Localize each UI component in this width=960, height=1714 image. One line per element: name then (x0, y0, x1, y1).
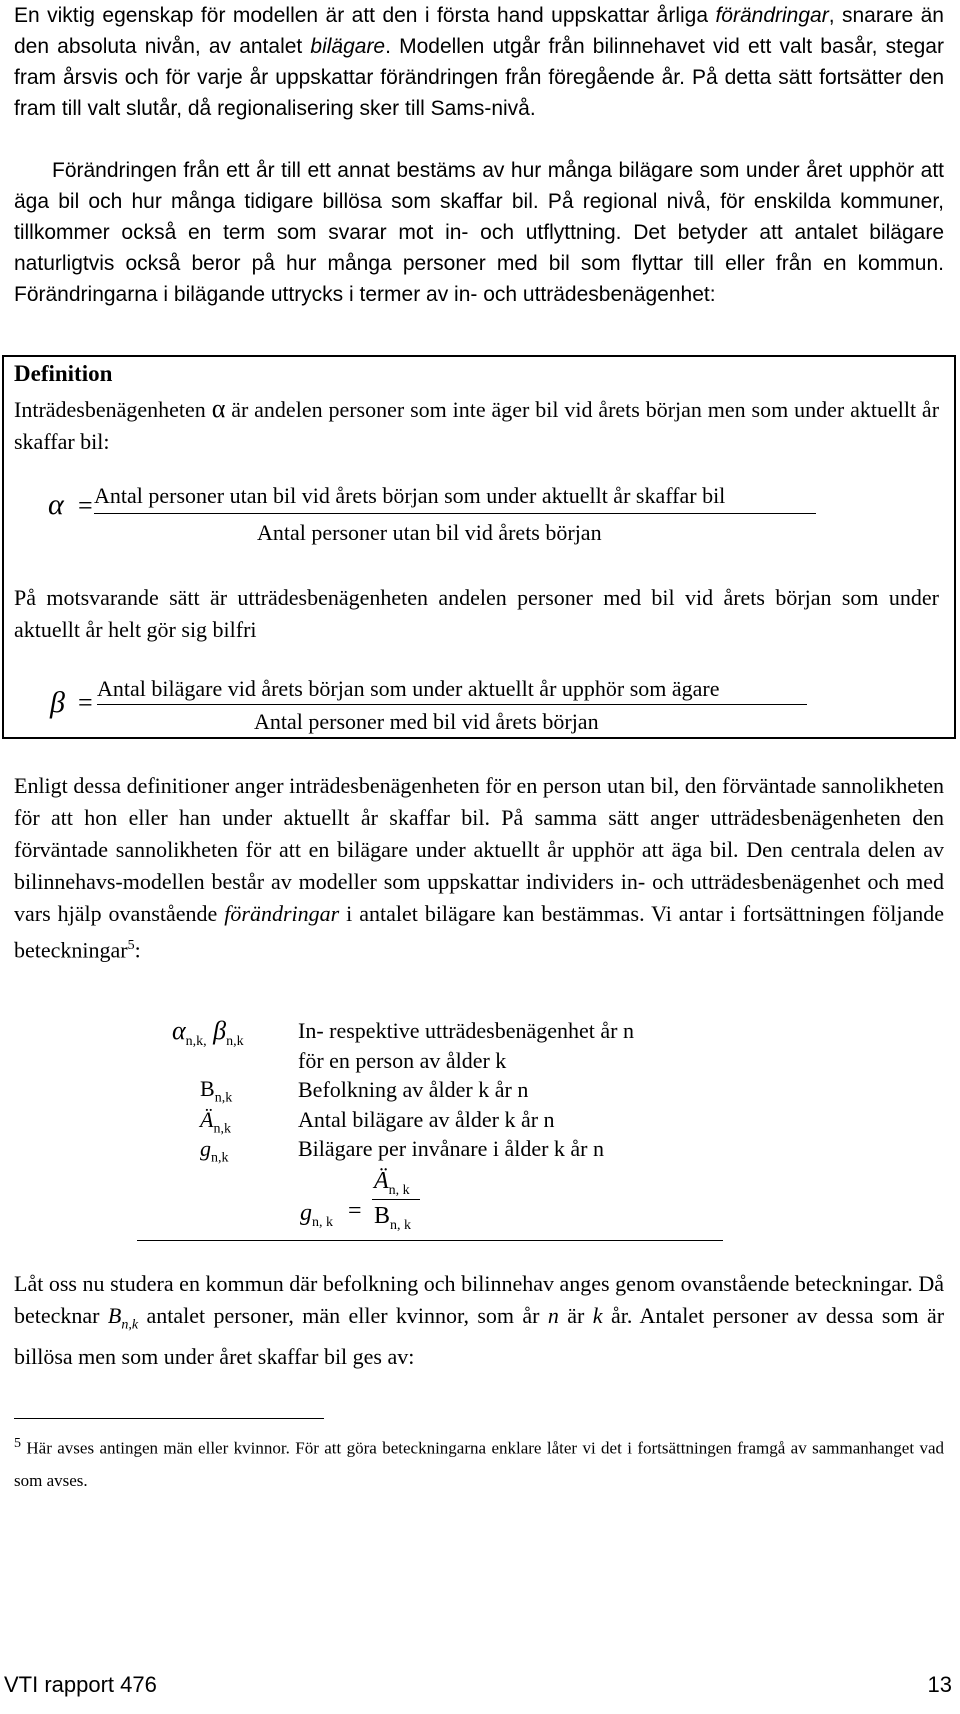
formula-den-sub: n, k (390, 1217, 412, 1233)
intro-text-a: En viktig egenskap för modellen är att den i första hand uppskattar årliga (14, 4, 709, 27)
notation-A-sym: Ä (200, 1107, 214, 1132)
paragraph-body (14, 770, 944, 966)
intro-italic-bilagare: bilägare (310, 35, 386, 58)
alpha-symbol: α (48, 488, 64, 521)
notation-B-sub: n,k (214, 1090, 233, 1106)
definition-title: Definition (14, 361, 113, 386)
closing-n: n (547, 1303, 559, 1328)
footer-page-number: 13 (927, 1672, 952, 1697)
footnote-number: 5 (14, 1436, 21, 1451)
notation-alpha: α (172, 1016, 186, 1045)
formula-denominator (374, 1203, 411, 1234)
notation-desc-g: Bilägare per invånare i ålder k år n (298, 1136, 605, 1161)
intro-text-d: . Modellen utgår från bilinnehavet vid ett valt basår, stegar fram årsvis och för varje år uppskattar förändringen från föregående år. På detta sätt fortsätter den fram till valt slutår, då regionalisering sker till Sams-nivå. (14, 35, 944, 120)
beta-denominator: Antal personer med bil vid årets början (254, 709, 599, 734)
closing-k: k (592, 1303, 603, 1328)
notation-desc-alpha-beta: In- respektive utträdesbenägenhet år n (298, 1018, 634, 1043)
notation-g-sym: g (200, 1136, 211, 1161)
definition-alpha-text (14, 393, 939, 458)
definition-beta-text: På motsvarande sätt är utträdesbenägenheten andelen personer med bil vid årets början som under aktuellt år helt gör sig bilfri (14, 585, 939, 642)
closing-text-a: Låt oss nu studera en kommun där befolkning och bilinnehav anges genom ovanstående beteckningar. Då betecknar (14, 1271, 944, 1328)
alpha-numerator: Antal personer utan bil vid årets början som under aktuellt år skaffar bil (94, 483, 726, 508)
beta-equals: = (78, 688, 93, 717)
notation-g (200, 1136, 229, 1166)
formula-fraction-line (372, 1199, 420, 1200)
notation-A (200, 1107, 231, 1137)
formula-numerator (374, 1168, 410, 1199)
notation-desc-A: Antal bilägare av ålder k år n (298, 1107, 555, 1132)
notation-beta-sub: n,k (226, 1034, 244, 1050)
body-italic-forandringar: förändringar (224, 901, 340, 926)
footer-report-name: VTI rapport 476 (4, 1672, 157, 1697)
alpha-text-a: Inträdesbenägenheten (14, 397, 206, 422)
notation-alpha-beta (172, 1016, 244, 1050)
notation-B (200, 1076, 232, 1106)
formula-lhs-sym: g (300, 1200, 312, 1226)
footnote-rule (14, 1418, 324, 1419)
beta-fraction-line (97, 704, 807, 705)
notation-g-sub: n,k (211, 1150, 229, 1166)
notation-desc-B: Befolkning av ålder k år n (298, 1077, 529, 1102)
formula-lhs (300, 1200, 333, 1231)
closing-text-c: är (567, 1303, 585, 1328)
footnote (14, 1428, 944, 1497)
beta-numerator: Antal bilägare vid årets början som under aktuellt år upphör som ägare (97, 676, 720, 701)
alpha-denominator: Antal personer utan bil vid årets början (257, 520, 602, 545)
closing-B-sub: n,k (121, 1317, 139, 1333)
notation-divider (137, 1240, 723, 1241)
paragraph-intro-1 (14, 0, 944, 124)
closing-text-b: antalet personer, män eller kvinnor, som år (146, 1303, 540, 1328)
notation-desc-alpha-beta-2: för en person av ålder k (298, 1048, 507, 1073)
beta-symbol: β (50, 686, 65, 719)
alpha-text-b: är andelen personer som inte äger bil vid årets början men som under aktuellt år skaffar bil: (14, 397, 940, 454)
body-text-a: Enligt dessa definitioner anger inträdesbenägenheten för en person utan bil, den förväntade sannolikheten för att hon eller han under aktuellt år skaffar bil. På samma sätt anger utträdesbenägenheten den förväntade sannolikheten för att en bilägare under aktuellt år upphör att äga bil. Den centrala delen av bilinnehavs-modellen består av modeller som uppskattar individers in- och utträdesbenägenhet och med vars hjälp ovanstående (14, 773, 944, 926)
notation-beta: β (213, 1016, 227, 1045)
formula-lhs-sub: n, k (312, 1214, 333, 1230)
paragraph-closing (14, 1268, 944, 1373)
formula-den-sym: B (374, 1203, 391, 1229)
notation-alpha-sub: n,k, (185, 1034, 207, 1050)
closing-B: B (107, 1303, 122, 1328)
body-text-c: : (134, 937, 141, 963)
alpha-equals: = (78, 491, 93, 520)
footnote-text: Här avses antingen män eller kvinnor. För att göra beteckningarna enklare låter vi det i fortsättningen framgå av sammanhanget vad som avses. (14, 1438, 945, 1490)
footnote-ref: 5 (127, 938, 135, 953)
paragraph-intro-2 (14, 155, 944, 310)
alpha-fraction-line (94, 513, 816, 514)
intro-text-b: , snarare än den absoluta nivån, av antalet (14, 4, 944, 58)
body-text-b: i antalet bilägare kan bestämmas. Vi antar i fortsättningen följande beteckningar (14, 901, 945, 963)
notation-A-sub: n,k (213, 1121, 231, 1137)
closing-text-d: år. Antalet personer av dessa som är billösa men som under året skaffar bil ges av: (14, 1303, 945, 1370)
formula-equals: = (348, 1198, 362, 1224)
intro-italic-forandringar: förändringar (715, 4, 829, 27)
alpha-inline-symbol: α (211, 394, 226, 423)
intro-text-p2: Förändringen från ett år till ett annat bestäms av hur många bilägare som under året upphör att äga bil och hur många tidigare billösa som skaffar bil. På regional nivå, för enskilda kommuner, tillkommer också en term som svarar mot in- och utflyttning. Det betyder att antalet bilägare naturligtvis också beror på hur många personer med bil som flyttar till eller från en kommun. Förändringarna i bilägande uttrycks i termer av in- och utträdesbenägenhet: (14, 159, 944, 306)
formula-num-sym: Ä (374, 1168, 389, 1194)
formula-num-sub: n, k (388, 1182, 410, 1198)
notation-B-sym: B (200, 1076, 215, 1101)
